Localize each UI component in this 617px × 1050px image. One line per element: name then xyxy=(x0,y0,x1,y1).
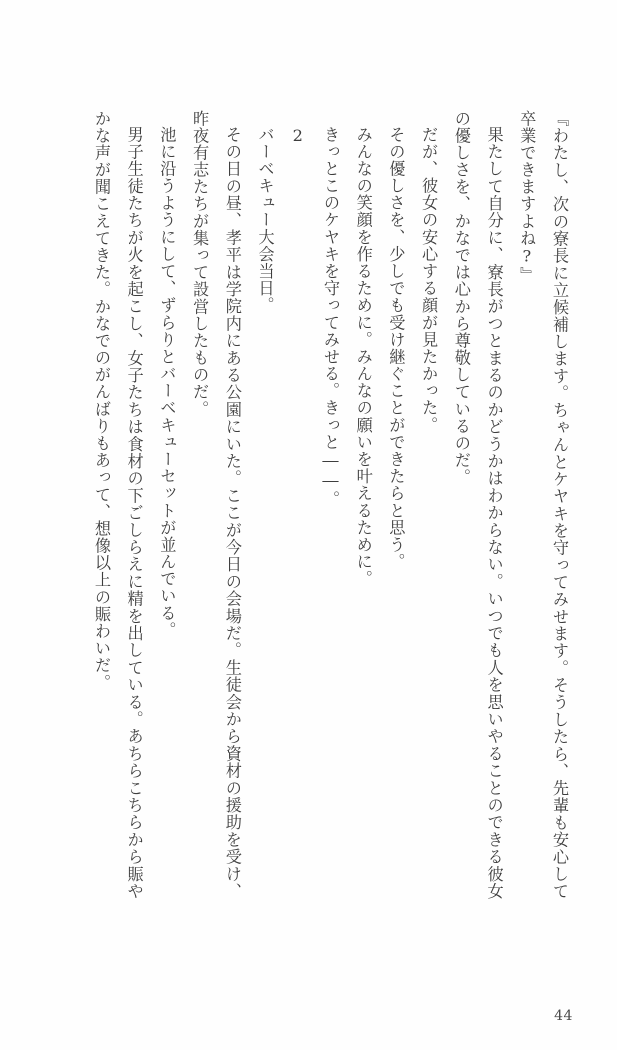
paragraph-6: きっとこのケヤキを守ってみせる。きっと――。 xyxy=(320,126,340,508)
section-number: 2 xyxy=(288,126,308,147)
paragraph-2: 果たして自分に、寮長がつとまるのかどうかはわからない。いつでも人を思いやることのできる彼女の優しさを、かなでは心から尊敬しているのだ。 xyxy=(451,110,504,900)
paragraph-3: だが、彼女の安心する顔が見たかった。 xyxy=(419,126,439,434)
paragraph-1: 『わたし、次の寮長に立候補します。ちゃんとケヤキを守ってみせます。そうしたら、先輩も安心して卒業できますよね?』 xyxy=(517,110,569,900)
page-text-body xyxy=(52,110,575,900)
page-number: 44 xyxy=(554,1008,573,1024)
section-paragraph-3: 池に沿うようにして、ずらりとバーベキューセットが並んでいる。 xyxy=(157,126,177,639)
section-paragraph-1: バーベキュー大会当日。 xyxy=(255,126,275,315)
paragraph-5: みんなの笑顔を作るために。みんなの願いを叶えるために。 xyxy=(353,126,373,588)
section-paragraph-2: その日の昼、孝平は学院内にある公園にいた。ここが今日の会場だ。生徒会から資材の援助を受け、昨夜有志たちが集って設営したものだ。 xyxy=(190,110,242,900)
section-paragraph-4: 男子生徒たちが火を起こし、女子たちは食材の下ごしらえに精を出している。あちらこちらから賑やかな声が聞こえてきた。かなでのがんばりもあって、想像以上の賑わいだ。 xyxy=(91,110,144,900)
paragraph-4: その優しさを、少しでも受け継ぐことができたらと思う。 xyxy=(386,126,406,571)
